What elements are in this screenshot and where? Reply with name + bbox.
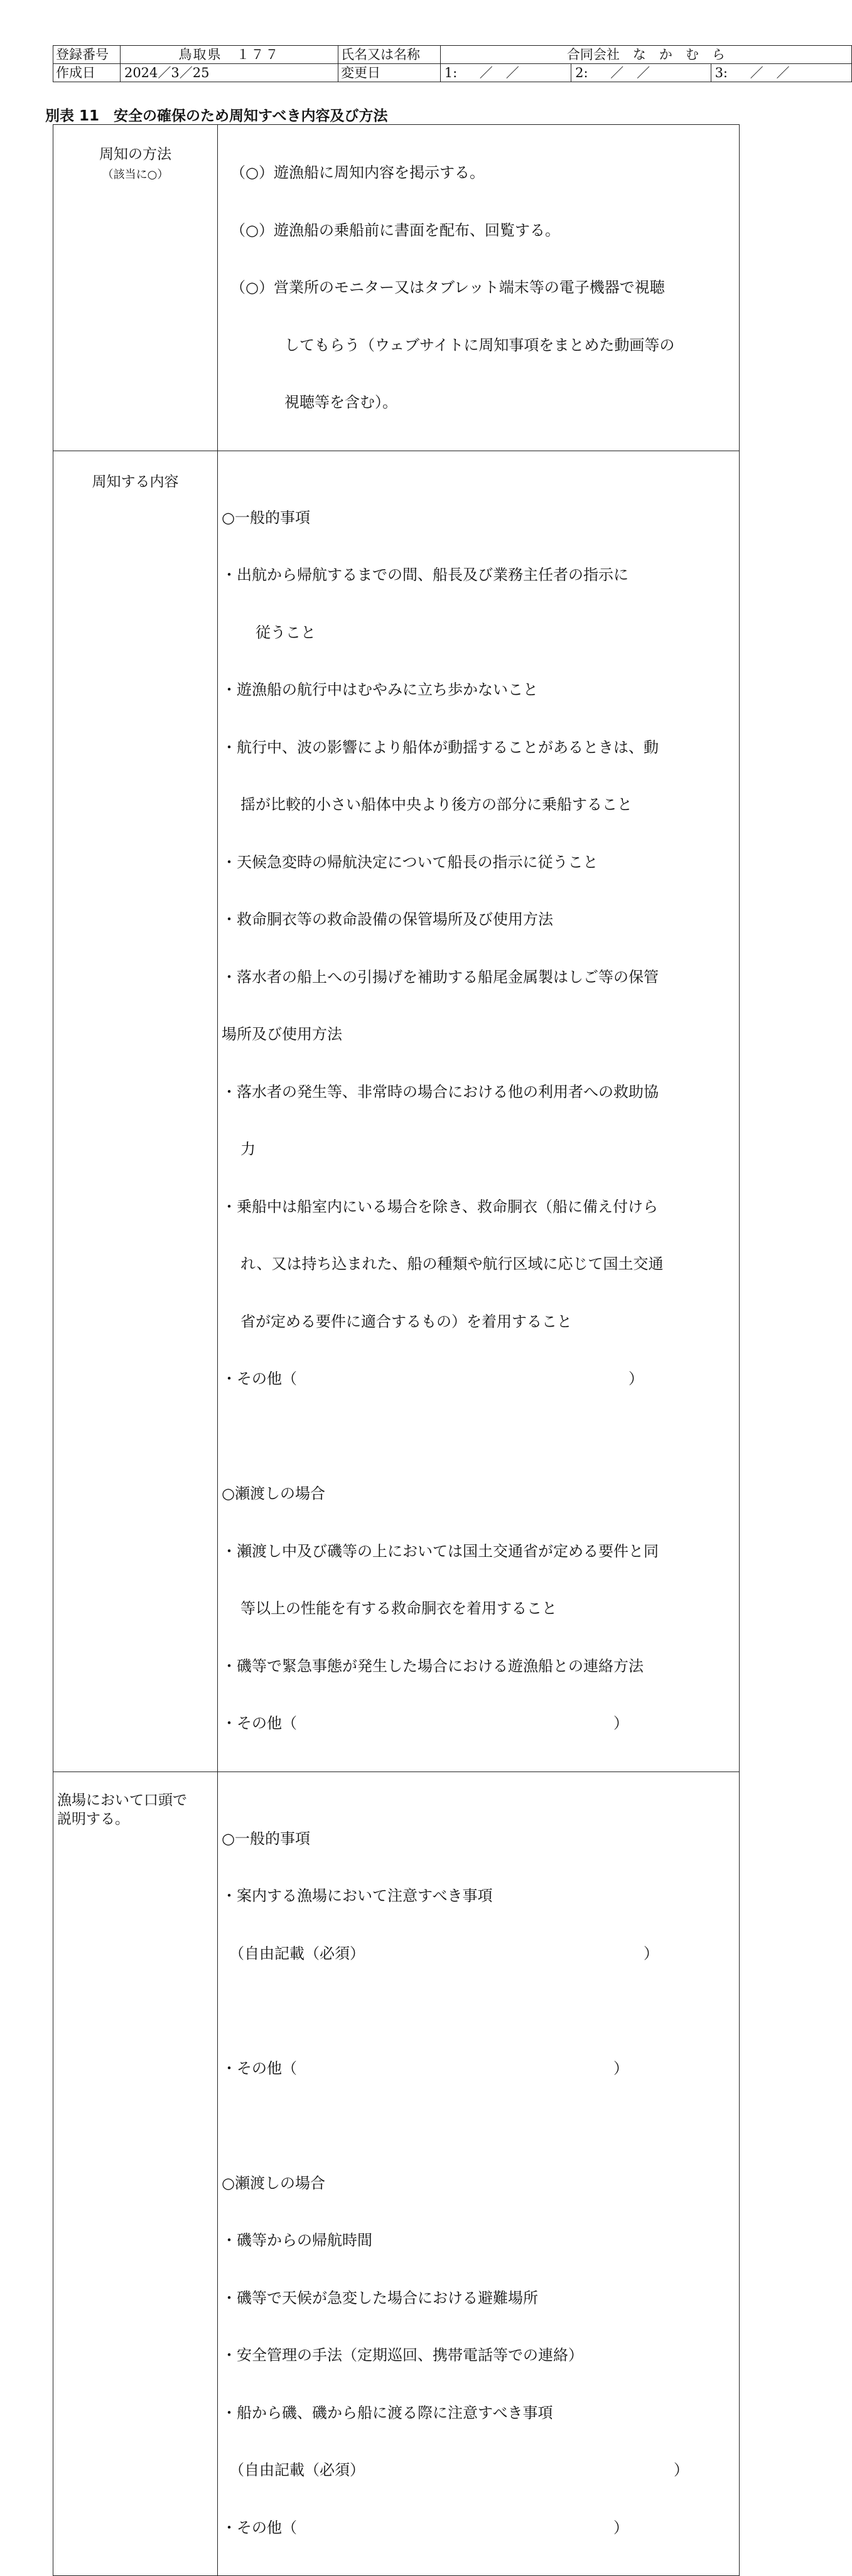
list-item: 省が定める要件に適合するもの）を着用すること bbox=[240, 1312, 572, 1330]
changed-label: 変更日 bbox=[338, 64, 440, 82]
oral-body bbox=[218, 1772, 740, 2576]
method-content bbox=[218, 125, 740, 451]
list-item: ・船から磯、磯から船に渡る際に注意すべき事項 bbox=[222, 2403, 553, 2422]
list-item: 等以上の性能を有する救命胴衣を着用すること bbox=[240, 1600, 557, 1617]
change-2-slashes: ／ ／ bbox=[610, 65, 650, 80]
list-item: ・安全管理の手法（定期巡回、携帯電話等での連絡） bbox=[222, 2346, 583, 2364]
list-item: ・救命胴衣等の救命設備の保管場所及び使用方法 bbox=[222, 911, 553, 928]
list-item: ・落水者の船上への引揚げを補助する船尾金属製はしご等の保管 bbox=[222, 968, 659, 986]
name-label: 氏名又は名称 bbox=[338, 46, 440, 64]
list-item: れ、又は持ち込まれた、船の種類や航行区域に応じて国土交通 bbox=[240, 1255, 664, 1273]
list-item: ・磯等で天候が急変した場合における避難場所 bbox=[222, 2289, 538, 2307]
created-value: 2024／3／25 bbox=[120, 64, 338, 82]
list-item: ・乗船中は船室内にいる場合を除き、救命胴衣（船に備え付けら bbox=[222, 1197, 659, 1216]
content-body bbox=[218, 451, 740, 1772]
method-label: 周知の方法 bbox=[99, 146, 171, 163]
notice-table bbox=[53, 124, 740, 2576]
change-3-label: 3: bbox=[714, 65, 728, 80]
list-item: 従うこと bbox=[256, 623, 316, 641]
change-1-slashes: ／ ／ bbox=[479, 65, 519, 80]
section-heading: ○瀬渡しの場合 bbox=[222, 1485, 325, 1502]
oral-label-line2: 説明する。 bbox=[57, 1811, 129, 1827]
method-item: 視聴等を含む）。 bbox=[284, 393, 397, 411]
list-item: ・その他（ ） bbox=[222, 1714, 628, 1732]
section-heading: ○一般的事項 bbox=[222, 508, 310, 526]
list-item: ・磯等からの帰航時間 bbox=[222, 2231, 372, 2249]
change-1-label: 1: bbox=[444, 65, 458, 80]
list-item: 揺が比較的小さい船体中央より後方の部分に乗船すること bbox=[240, 796, 632, 813]
section-heading: ○瀬渡しの場合 bbox=[222, 2174, 325, 2192]
reg-label: 登録番号 bbox=[53, 46, 121, 64]
blank-line bbox=[222, 2116, 739, 2135]
change-2 bbox=[571, 64, 711, 82]
list-item: ・落水者の発生等、非常時の場合における他の利用者への救助協 bbox=[222, 1082, 659, 1101]
list-item: ・その他（ ） bbox=[222, 2518, 628, 2536]
change-2-label: 2: bbox=[575, 65, 588, 80]
list-item: ・瀬渡し中及び磯等の上においては国土交通省が定める要件と同 bbox=[222, 1542, 659, 1560]
list-item: 力 bbox=[240, 1140, 256, 1158]
change-3-slashes: ／ ／ bbox=[750, 65, 790, 80]
page-title: 別表 11 安全の確保のため周知すべき内容及び方法 bbox=[45, 108, 388, 124]
change-1 bbox=[440, 64, 571, 82]
list-item: 場所及び使用方法 bbox=[222, 1025, 342, 1043]
method-sublabel: （該当に○） bbox=[102, 168, 169, 181]
section-heading: ○一般的事項 bbox=[222, 1829, 310, 1847]
method-item: （○）営業所のモニター又はタブレット端末等の電子機器で視聴 bbox=[230, 279, 665, 296]
content-label: 周知する内容 bbox=[92, 473, 179, 490]
method-item: （○）遊漁船に周知内容を掲示する。 bbox=[230, 164, 485, 181]
blank-line bbox=[222, 1427, 739, 1446]
header-table bbox=[53, 45, 852, 82]
name-value: 合同会社 な か む ら bbox=[440, 46, 851, 64]
created-label: 作成日 bbox=[53, 64, 121, 82]
method-label-cell bbox=[53, 125, 218, 451]
free-entry: （自由記載（必須） ） bbox=[229, 1944, 659, 1962]
list-item: ・遊漁船の航行中はむやみに立ち歩かないこと bbox=[222, 681, 538, 698]
method-item: してもらう（ウェブサイトに周知事項をまとめた動画等の bbox=[284, 336, 675, 354]
content-label-cell bbox=[53, 451, 218, 1772]
list-item: ・出航から帰航するまでの間、船長及び業務主任者の指示に bbox=[222, 566, 628, 584]
list-item: ・その他（ ） bbox=[222, 2059, 628, 2077]
method-item: （○）遊漁船の乗船前に書面を配布、回覧する。 bbox=[230, 221, 560, 239]
list-item: ・磯等で緊急事態が発生した場合における遊漁船との連絡方法 bbox=[222, 1657, 644, 1675]
oral-label-cell bbox=[53, 1772, 218, 2576]
free-entry: （自由記載（必須） ） bbox=[229, 2461, 689, 2479]
list-item: ・天候急変時の帰航決定について船長の指示に従うこと bbox=[222, 853, 598, 871]
list-item: ・案内する漁場において注意すべき事項 bbox=[222, 1887, 493, 1905]
blank-line bbox=[222, 2001, 739, 2021]
reg-value: 鳥取県 １７７ bbox=[120, 46, 338, 64]
list-item: ・その他（ ） bbox=[222, 1370, 644, 1387]
change-3 bbox=[711, 64, 851, 82]
oral-label-line1: 漁場において口頭で bbox=[57, 1792, 187, 1809]
list-item: ・航行中、波の影響により船体が動揺することがあるときは、動 bbox=[222, 738, 659, 756]
